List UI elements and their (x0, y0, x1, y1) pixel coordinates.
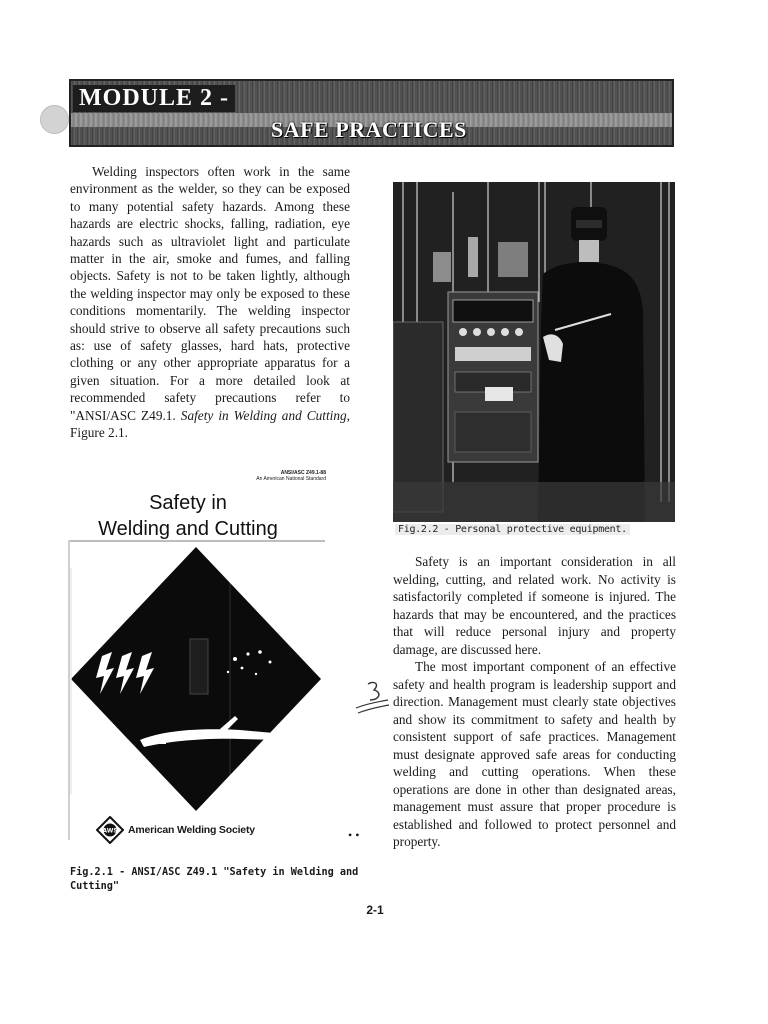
section-title: SAFE PRACTICES (271, 117, 467, 142)
cover-title-line2: Welding and Cutting (98, 518, 278, 540)
publisher-name: American Welding Society (128, 824, 255, 836)
protective-equipment-photo (393, 182, 675, 522)
safety-paragraph-2: The most important component of an effective safety and health program is leadership support and direction. Management must clearly state objectives and show its commitment to safety and health by consistent support of safe practices. Management must designate approved safe areas for conducting welding and cutting operations. When these operations are done in other than designated areas, management must assure that proper procedure is established and followed to protect personnel and property. (393, 659, 676, 849)
cover-divider (68, 540, 325, 542)
binder-hole (40, 105, 69, 134)
figure-2-caption: Fig.2.2 - Personal protective equipment. (395, 524, 630, 535)
safety-body-text (393, 553, 676, 851)
aws-emblem-icon (96, 816, 124, 844)
figure-reference: , Figure 2.1. (70, 407, 350, 441)
module-banner (69, 79, 674, 147)
intro-text: Welding inspectors often work in the same environment as the welder, so they can be exposed to many potential safety hazards. Among these hazards are electric shocks, falling, radiation, eye hazards such as ultraviolet light and particulate matter in the air, smoke and fumes, and falling objects. Safety is not to be taken lightly, although the welding inspector may only be exposed to these conditions momentarily. The welding inspector should strive to observe all safety precautions such as: use of safety glasses, hard hats, protective clothing or any other appropriate apparatus for a given situation. For a more detailed look at recommended safety precautions refer to "ANSI/ASC Z49.1. (70, 164, 350, 423)
standard-cover-figure (68, 482, 325, 860)
svg-text:AWS: AWS (102, 827, 118, 835)
page-number: 2-1 (366, 903, 384, 917)
figure-1-caption: Fig.2.1 - ANSI/ASC Z49.1 "Safety in Welding and Cutting" (70, 867, 359, 892)
standard-mark (228, 470, 326, 482)
safety-paragraph-1: Safety is an important consideration in all welding, cutting, and related work. No activity is satisfactorily completed if someone is injured. The hazards that may be encountered, and the practices that will reduce personal injury and property damage, are discussed here. (393, 554, 676, 657)
standard-title-reference: Safety in Welding and Cutting (180, 407, 347, 423)
intro-paragraph (70, 163, 350, 442)
module-title: MODULE 2 - (73, 85, 235, 112)
hazard-diamond-graphic (70, 544, 322, 814)
aws-logo (96, 816, 255, 844)
control-panel (448, 292, 538, 462)
cover-title-line1: Safety in (149, 492, 227, 514)
cover-title (68, 490, 308, 542)
standard-subtitle: An American National Standard (256, 476, 326, 482)
handwritten-mark (354, 678, 390, 718)
photo-graphic (393, 182, 675, 522)
stray-dots: • • (348, 828, 360, 842)
standard-number: ANSI/ASC Z49.1-88 (280, 470, 326, 476)
